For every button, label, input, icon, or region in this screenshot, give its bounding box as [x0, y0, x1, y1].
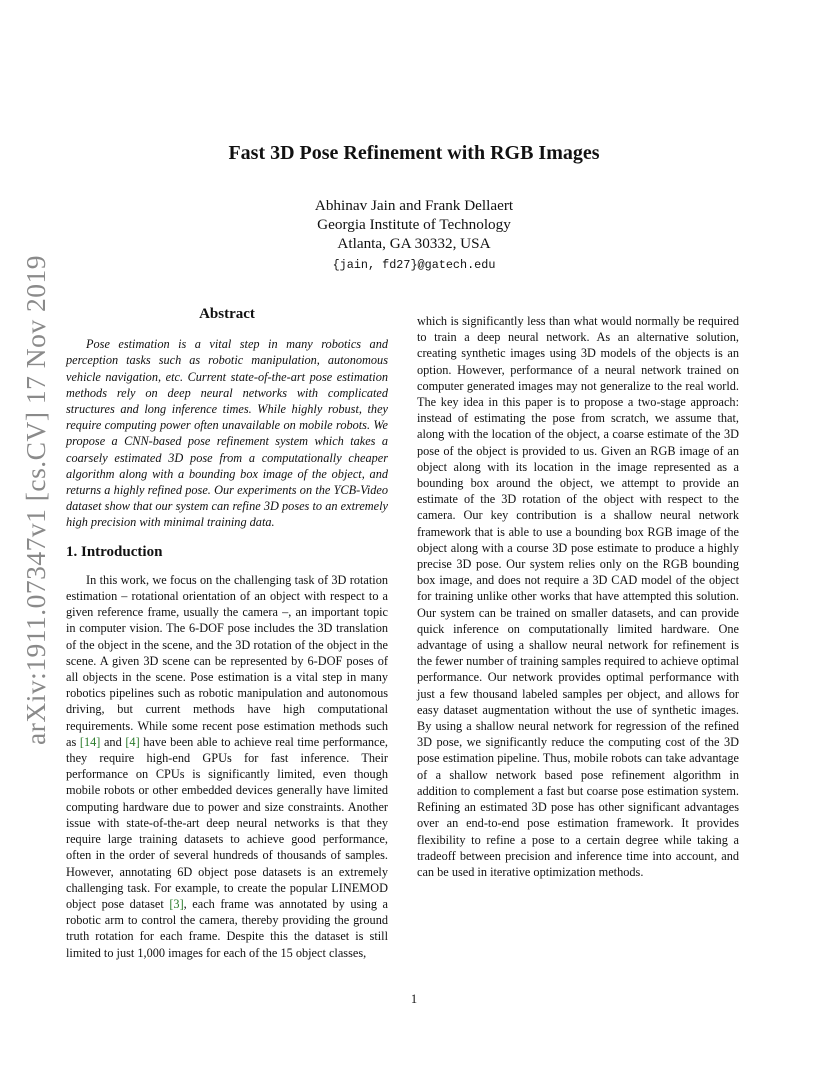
intro-text-segment: In this work, we focus on the challenging task of 3D rotation estimation – rotational orientation of an object with respect to a given reference frame, usually the camera –, an important topic in computer vision. The 6-DOF pose includes the 3D translation of the object in the scene, and the 3D rotation of the object in the scene. A given 3D scene can be represented by 6-DOF poses of all objects in the scene. Pose estimation is a vital step in many robotics pipelines such as robotic manipulation and autonomous driving, but current methods have high computational requirements. While some recent pose estimation methods such as	[66, 572, 388, 749]
author-email: {jain, fd27}@gatech.edu	[332, 258, 496, 272]
paper-title: Fast 3D Pose Refinement with RGB Images	[228, 142, 600, 164]
citation-link-3[interactable]: [3]	[169, 896, 184, 911]
author-affiliation: Georgia Institute of Technology	[317, 216, 511, 233]
left-column	[66, 306, 388, 961]
page-number: 1	[410, 992, 418, 1006]
author-block	[0, 196, 828, 275]
intro-text-segment: and	[100, 734, 126, 749]
citation-link-14[interactable]: [14]	[79, 734, 101, 749]
intro-text-segment: , each frame was annotated by using a robotic arm to control the camera, thereby providing the ground truth rotation for each frame. Despite this the dataset is still limited to just 1,000 images for each of the 15 object classes,	[66, 896, 388, 960]
intro-text-segment: have been able to achieve real time performance, they require high-end GPUs for fast inference. Their performance on CPUs is significantly limited, even though mobile robots or other embedded devices generally have limited computing hardware due to power and size constraints. Another issue with state-of-the-art deep neural networks is that they require large training datasets to achieve good performance, often in the order of several hundreds of thousands of samples. However, annotating 6D object pose datasets is an extremely challenging task. For example, to create the popular LINEMOD object pose dataset	[66, 734, 388, 911]
abstract-heading: Abstract	[199, 306, 255, 322]
citation-link-4[interactable]: [4]	[125, 734, 140, 749]
introduction-heading: 1. Introduction	[66, 543, 163, 560]
introduction-paragraph	[66, 572, 388, 961]
author-names: Abhinav Jain and Frank Dellaert	[314, 197, 514, 214]
abstract-text: Pose estimation is a vital step in many robotics and perception tasks such as robotic manipulation, autonomous vehicle navigation, etc. Current state-of-the-art pose estimation methods rely on deep neural networks with complicated structures and long inference times. While highly robust, they require computing power often unavailable on mobile robots. We propose a CNN-based pose refinement system which takes a coarsely estimated 3D pose from a computationally cheaper algorithm along with a bounding box image of the object, and returns a highly refined pose. Our experiments on the YCB-Video dataset show that our system can refine 3D poses to an extremely high precision with minimal training data.	[66, 337, 388, 530]
author-address: Atlanta, GA 30332, USA	[337, 235, 491, 252]
introduction-continuation: which is significantly less than what would normally be required to train a deep neural network. As an alternative solution, creating synthetic images using 3D models of the objects is an option. However, performance of a neural network trained on computer generated images may not generalize to the real world. The key idea in this paper is to propose a two-stage approach: instead of estimating the pose from scratch, we assume that, along with the location of the object, a coarse estimate of the 3D pose of the object is provided to us. Given an RGB image of an object along with its location in the image represented as a bounding box around the object, we attempt to provide an estimate of the 3D rotation of the object with respect to the camera. Our key contribution is a shallow neural network framework that is able to use a bounding box RGB image of the object along with a course 3D pose estimate to produce a highly precise 3D pose. Our system relies only on the RGB bounding box image, and does not require a 3D CAD model of the object for training unlike other works that have attempted this solution. Our system can be trained on smaller datasets, and can provide quick inference on computationally limited hardware. One advantage of using a shallow neural network for refinement is the fewer number of training samples required to achieve optimal performance. Our network provides optimal performance with just a few thousand labeled samples per object, and allows for easy dataset augmentation without the use of synthetic images. By using a shallow neural network for regression of the refined 3D pose, we significantly reduce the computing cost of the 3D pose estimation pipeline. Thus, mobile robots can take advantage of a shallow network based pose refinement algorithm in addition to complement a fast but coarse pose estimation system. Refining an estimated 3D pose has other significant advantages over an end-to-end pose estimation framework. It provides flexibility to refine a pose to a certain degree while taking a tradeoff between precision and inference time into account, and can be used in iterative optimization methods.	[417, 314, 739, 879]
arxiv-identifier: arXiv:1911.07347v1 [cs.CV] 17 Nov 2019	[20, 254, 51, 746]
right-column	[417, 313, 739, 880]
